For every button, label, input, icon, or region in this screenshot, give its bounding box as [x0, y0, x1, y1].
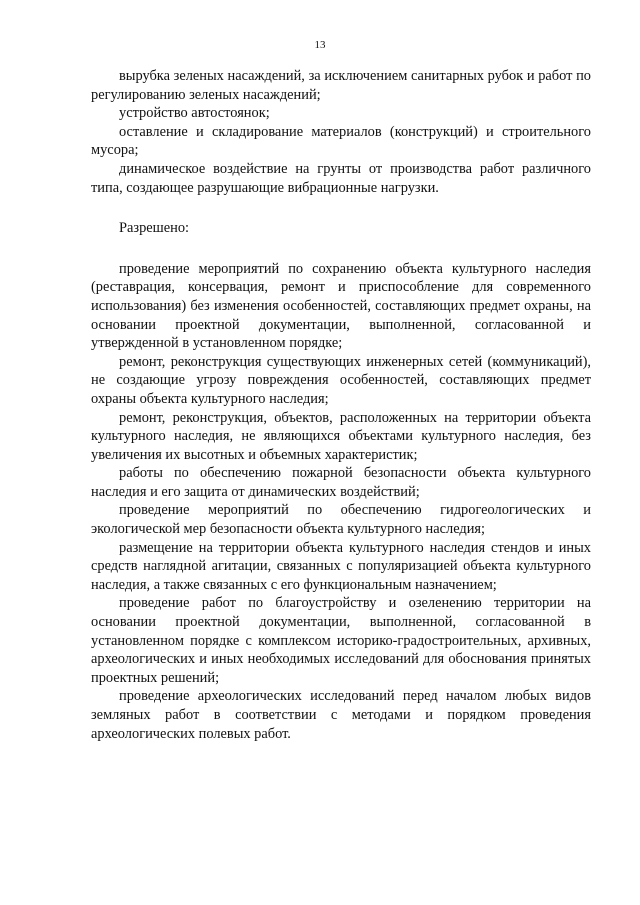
permitted-item: проведение мероприятий по обеспечению гидрогеологических и экологической мер безопасности объекта культурного наследия;: [91, 502, 591, 538]
permitted-heading: Разрешено:: [119, 220, 190, 237]
prohibited-item: устройство автостоянок;: [119, 105, 270, 122]
prohibited-list: [91, 67, 591, 197]
permitted-item: проведение археологических исследований перед началом любых видов земляных работ в соответствии с методами и порядком проведения археологических полевых работ.: [91, 688, 591, 742]
permitted-item: ремонт, реконструкция, объектов, расположенных на территории объекта культурного наследия, не являющихся объектами культурного наследия, без увеличения их высотных и объемных характеристик;: [91, 409, 591, 463]
permitted-item: проведение работ по благоустройству и озеленению территории на основании проектной документации, выполненной, согласованной в установленном порядке с комплексом историко-градостроительных, архивных, археологических и иных необходимых исследований для обоснования принятых проектных решений;: [91, 595, 591, 686]
page-number: 13: [314, 39, 326, 51]
prohibited-item: вырубка зеленых насаждений, за исключением санитарных рубок и работ по регулированию зеленых насаждений;: [91, 68, 591, 103]
permitted-item: ремонт, реконструкция существующих инженерных сетей (коммуникаций), не создающие угрозу повреждения особенностей, составляющих предмет охраны объекта культурного наследия;: [91, 353, 591, 407]
prohibited-item: оставление и складирование материалов (конструкций) и строительного мусора;: [91, 123, 591, 159]
permitted-item: работы по обеспечению пожарной безопасности объекта культурного наследия и его защита от динамических воздействий;: [91, 465, 591, 500]
page-body: [91, 67, 591, 743]
permitted-item: размещение на территории объекта культурного наследия стендов и иных средств наглядной агитации, связанных с популяризацией объекта культурного наследия, а также связанных с его функциональным назначением;: [91, 539, 591, 593]
permitted-list: [91, 260, 591, 743]
prohibited-item: динамическое воздействие на грунты от производства работ различного типа, создающее разрушающие вибрационные нагрузки.: [91, 160, 591, 196]
permitted-item: проведение мероприятий по сохранению объекта культурного наследия (реставрация, консервация, ремонт и приспособление для современного использования) без изменения особенностей, составляющих предмет охраны, на основании проектной документации, выполненной, согласованной и утвержденной в установленном порядке;: [91, 260, 591, 352]
